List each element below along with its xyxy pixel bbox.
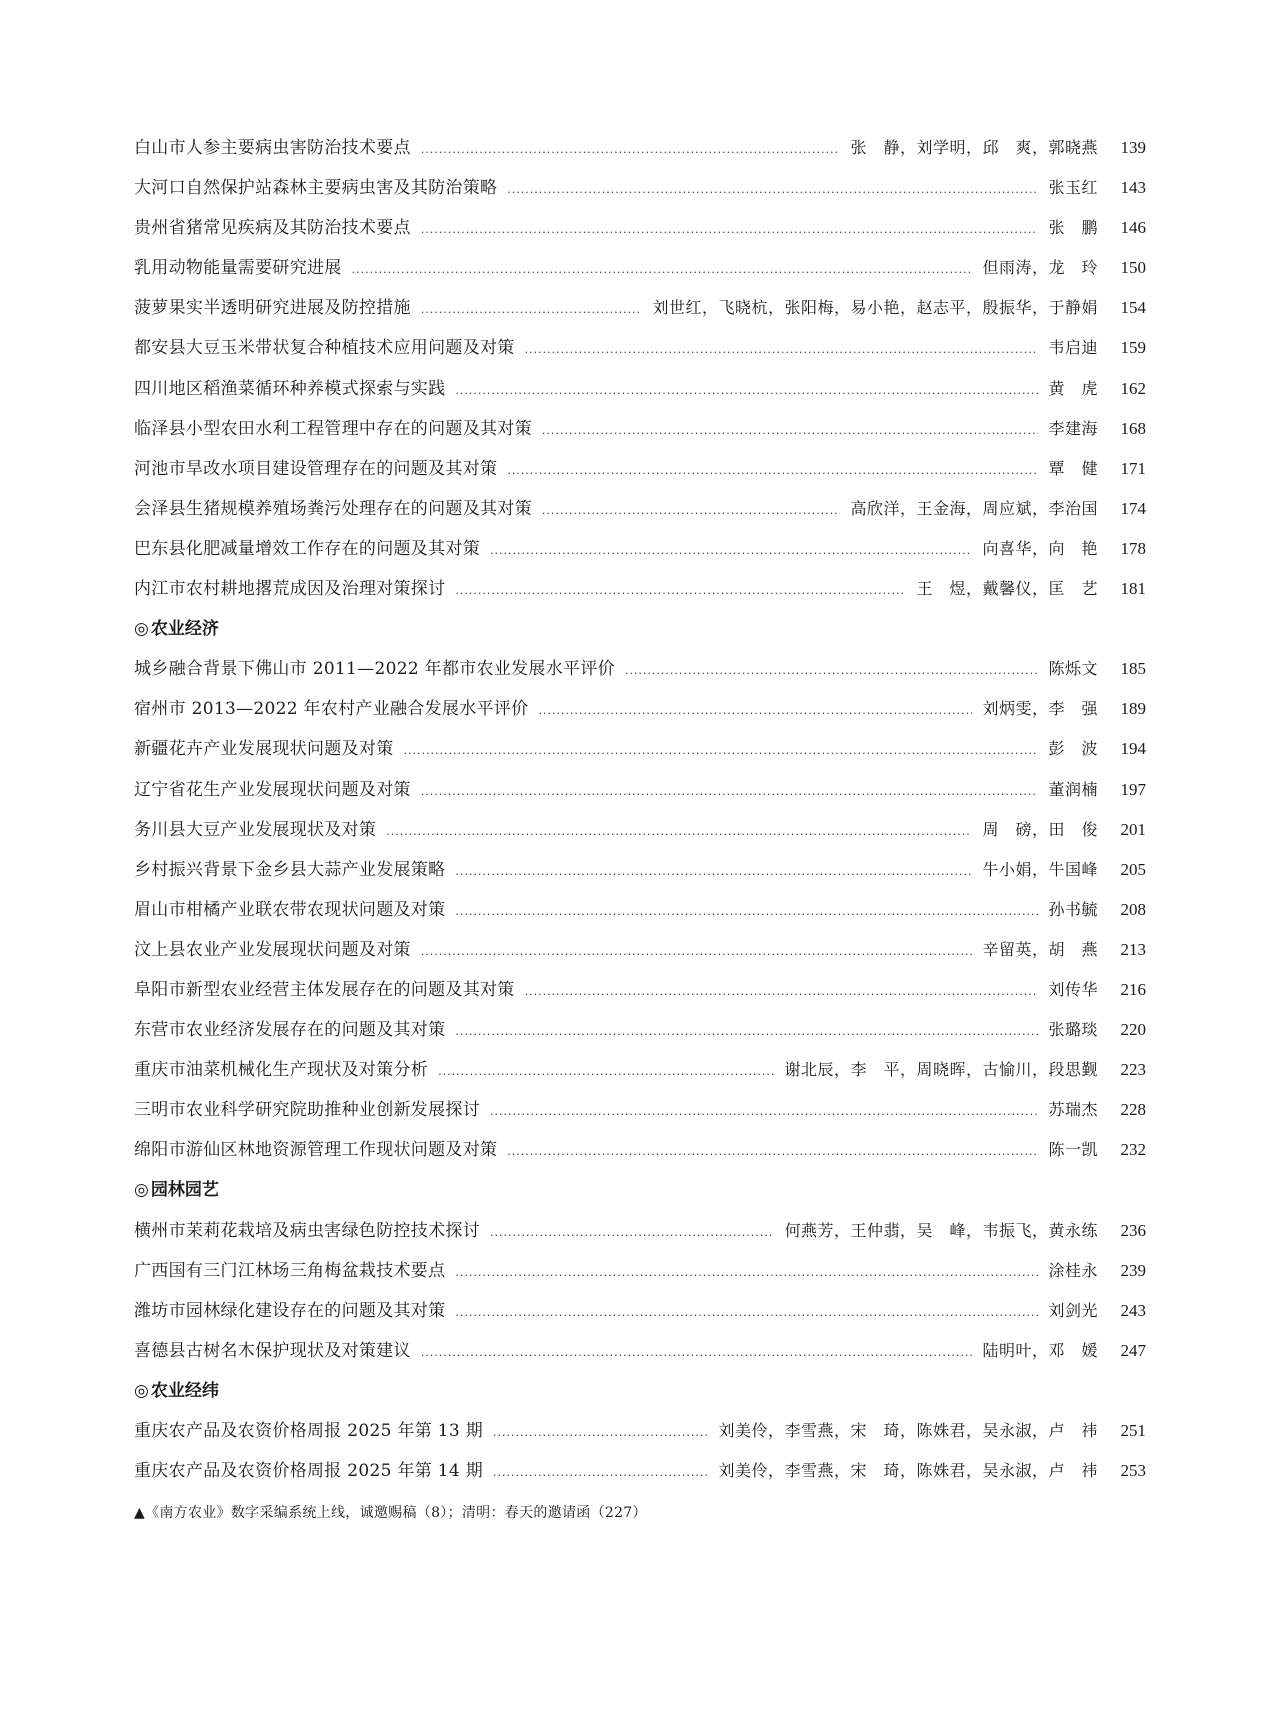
entry-page-number: 201 bbox=[1120, 819, 1146, 839]
entry-title[interactable]: 东营市农业经济发展存在的问题及其对策 bbox=[134, 1020, 446, 1041]
entry-authors: 刘剑光 bbox=[1048, 1300, 1098, 1320]
entry-title[interactable]: 辽宁省花生产业发展现状问题及对策 bbox=[134, 779, 411, 800]
toc-entry[interactable] bbox=[134, 489, 1146, 529]
entry-authors: 陆明叶，邓 媛 bbox=[982, 1340, 1098, 1360]
entry-title[interactable]: 大河口自然保护站森林主要病虫害及其防治策略 bbox=[134, 178, 498, 199]
entry-page-number: 162 bbox=[1120, 378, 1146, 398]
entry-page-number: 232 bbox=[1120, 1140, 1146, 1160]
entry-page-number: 228 bbox=[1120, 1100, 1146, 1120]
toc-entry[interactable] bbox=[134, 1211, 1146, 1251]
toc-entry[interactable] bbox=[134, 128, 1146, 168]
entry-authors: 周 磅，田 俊 bbox=[982, 819, 1098, 839]
entry-authors: 刘美伶，李雪燕，宋 琦，陈姝君，吴永淑，卢 祎 bbox=[718, 1421, 1098, 1440]
entry-authors: 陈一凯 bbox=[1048, 1140, 1098, 1160]
entry-page-number: 181 bbox=[1120, 579, 1146, 599]
entry-page-number: 197 bbox=[1120, 779, 1146, 799]
toc-entry[interactable] bbox=[134, 850, 1146, 890]
entry-page-number: 146 bbox=[1120, 218, 1146, 238]
toc-entry[interactable] bbox=[134, 810, 1146, 850]
entry-title[interactable]: 乡村振兴背景下金乡县大蒜产业发展策略 bbox=[134, 859, 446, 880]
entry-page-number: 139 bbox=[1120, 138, 1146, 157]
entry-title[interactable]: 河池市旱改水项目建设管理存在的问题及其对策 bbox=[134, 458, 498, 479]
toc-entry[interactable] bbox=[134, 168, 1146, 208]
toc-entry[interactable] bbox=[134, 1291, 1146, 1331]
entry-title[interactable]: 重庆农产品及农资价格周报 2025 年第 13 期 bbox=[134, 1421, 484, 1441]
dot-leader bbox=[542, 491, 841, 531]
entry-title[interactable]: 务川县大豆产业发展现状及对策 bbox=[134, 819, 377, 840]
entry-title[interactable]: 临泽县小型农田水利工程管理中存在的问题及其对策 bbox=[134, 418, 532, 439]
dot-leader bbox=[507, 1132, 1038, 1172]
entry-title[interactable]: 巴东县化肥减量增效工作存在的问题及其对策 bbox=[134, 538, 480, 559]
entry-authors: 董润楠 bbox=[1048, 779, 1098, 799]
dot-leader bbox=[490, 1213, 774, 1253]
dot-leader bbox=[525, 972, 1039, 1012]
entry-page-number: 178 bbox=[1120, 538, 1146, 558]
entry-title[interactable]: 重庆市油菜机械化生产现状及对策分析 bbox=[134, 1060, 429, 1081]
entry-page-number: 243 bbox=[1120, 1300, 1146, 1320]
entry-title[interactable]: 广西国有三门江林场三角梅盆栽技术要点 bbox=[134, 1260, 446, 1281]
table-of-contents bbox=[134, 128, 1146, 1491]
entry-title[interactable]: 城乡融合背景下佛山市 2011—2022 年都市农业发展水平评价 bbox=[134, 659, 615, 680]
entry-authors: 孙书毓 bbox=[1048, 899, 1098, 919]
dot-leader bbox=[421, 932, 973, 972]
entry-authors: 张 静，刘学明，邱 爽，郭晓燕 bbox=[850, 138, 1098, 157]
entry-page-number: 251 bbox=[1120, 1421, 1146, 1440]
toc-entry[interactable] bbox=[134, 1010, 1146, 1050]
entry-title[interactable]: 横州市茉莉花栽培及病虫害绿色防控技术探讨 bbox=[134, 1220, 480, 1241]
toc-entry[interactable] bbox=[134, 1451, 1146, 1491]
entry-authors: 苏瑞杰 bbox=[1048, 1100, 1098, 1120]
entry-title[interactable]: 宿州市 2013—2022 年农村产业融合发展水平评价 bbox=[134, 699, 529, 720]
dot-leader bbox=[455, 892, 1038, 932]
entry-title[interactable]: 四川地区稻渔菜循环种养模式探索与实践 bbox=[134, 378, 446, 399]
dot-leader bbox=[421, 130, 841, 170]
entry-title[interactable]: 新疆花卉产业发展现状问题及对策 bbox=[134, 739, 394, 760]
entry-authors: 谢北辰，李 平，周晓晖，古愉川，段思觐 bbox=[784, 1060, 1098, 1080]
entry-authors: 王 煜，戴馨仪，匡 艺 bbox=[916, 579, 1098, 599]
entry-title[interactable]: 阜阳市新型农业经营主体发展存在的问题及其对策 bbox=[134, 979, 515, 1000]
entry-title[interactable]: 乳用动物能量需要研究进展 bbox=[134, 258, 342, 279]
entry-authors: 张玉红 bbox=[1048, 178, 1098, 198]
entry-authors: 但雨涛，龙 玲 bbox=[982, 258, 1098, 278]
entry-authors: 涂桂永 bbox=[1048, 1260, 1098, 1280]
toc-entry[interactable] bbox=[134, 1251, 1146, 1291]
toc-entry[interactable] bbox=[134, 1331, 1146, 1371]
entry-title[interactable]: 重庆农产品及农资价格周报 2025 年第 14 期 bbox=[134, 1461, 484, 1482]
entry-title[interactable]: 菠萝果实半透明研究进展及防控措施 bbox=[134, 298, 411, 319]
section-heading bbox=[134, 1371, 1146, 1411]
dot-leader bbox=[455, 371, 1038, 411]
entry-authors: 刘世红，飞晓杭，张阳梅，易小艳，赵志平，殷振华，于静娟 bbox=[652, 298, 1098, 318]
toc-entry[interactable] bbox=[134, 1130, 1146, 1170]
section-heading bbox=[134, 609, 1146, 649]
section-mark: ◎ bbox=[134, 1180, 149, 1201]
entry-title[interactable]: 喜德县古树名木保护现状及对策建议 bbox=[134, 1340, 411, 1361]
entry-authors: 何燕芳，王仲翡，吴 峰，韦振飞，黄永练 bbox=[784, 1220, 1098, 1240]
section-mark: ◎ bbox=[134, 619, 149, 640]
entry-page-number: 174 bbox=[1120, 498, 1146, 518]
entry-title[interactable]: 贵州省猪常见疾病及其防治技术要点 bbox=[134, 218, 411, 239]
dot-leader bbox=[493, 1413, 708, 1453]
dot-leader bbox=[493, 1453, 708, 1493]
entry-page-number: 216 bbox=[1120, 979, 1146, 999]
dot-leader bbox=[542, 411, 1039, 451]
toc-entry[interactable] bbox=[134, 970, 1146, 1010]
dot-leader bbox=[404, 731, 1039, 771]
dot-leader bbox=[455, 852, 972, 892]
entry-page-number: 253 bbox=[1120, 1461, 1146, 1481]
dot-leader bbox=[525, 330, 1039, 370]
toc-entry[interactable] bbox=[134, 770, 1146, 810]
entry-authors: 黄 虎 bbox=[1048, 378, 1098, 398]
footnote: ▲《南方农业》数字采编系统上线，诚邀赐稿（8）；清明：春天的邀请函（227） bbox=[134, 1505, 647, 1521]
dot-leader bbox=[421, 1333, 973, 1373]
entry-page-number: 213 bbox=[1120, 939, 1146, 959]
dot-leader bbox=[352, 250, 973, 290]
entry-page-number: 205 bbox=[1120, 859, 1146, 879]
entry-authors: 李建海 bbox=[1048, 418, 1098, 438]
dot-leader bbox=[455, 1293, 1038, 1333]
toc-entry[interactable] bbox=[134, 248, 1146, 288]
toc-entry[interactable] bbox=[134, 328, 1146, 368]
entry-page-number: 223 bbox=[1120, 1060, 1146, 1080]
dot-leader bbox=[386, 812, 972, 852]
entry-authors: 张 鹏 bbox=[1048, 218, 1098, 238]
entry-title[interactable]: 眉山市柑橘产业联农带农现状问题及对策 bbox=[134, 899, 446, 920]
entry-title[interactable]: 汶上县农业产业发展现状问题及对策 bbox=[134, 939, 411, 960]
entry-page-number: 143 bbox=[1120, 178, 1146, 198]
toc-entry[interactable] bbox=[134, 1050, 1146, 1090]
dot-leader bbox=[490, 531, 972, 571]
toc-entry[interactable] bbox=[134, 569, 1146, 609]
dot-leader bbox=[438, 1052, 774, 1092]
toc-entry[interactable] bbox=[134, 369, 1146, 409]
entry-title[interactable]: 三明市农业科学研究院助推种业创新发展探讨 bbox=[134, 1100, 480, 1121]
toc-entry[interactable] bbox=[134, 449, 1146, 489]
dot-leader bbox=[490, 1092, 1038, 1132]
section-heading bbox=[134, 1170, 1146, 1210]
entry-page-number: 239 bbox=[1120, 1260, 1146, 1280]
entry-title[interactable]: 内江市农村耕地撂荒成因及治理对策探讨 bbox=[134, 579, 446, 600]
entry-authors: 牛小娟，牛国峰 bbox=[982, 859, 1098, 879]
section-title: 园林园艺 bbox=[150, 1180, 219, 1201]
toc-entry[interactable] bbox=[134, 208, 1146, 248]
entry-authors: 高欣洋，王金海，周应斌，李治国 bbox=[850, 498, 1098, 518]
dot-leader bbox=[455, 1253, 1038, 1293]
entry-title[interactable]: 潍坊市园林绿化建设存在的问题及其对策 bbox=[134, 1300, 446, 1321]
entry-page-number: 185 bbox=[1120, 659, 1146, 679]
entry-page-number: 247 bbox=[1120, 1340, 1146, 1360]
entry-page-number: 189 bbox=[1120, 699, 1146, 719]
entry-authors: 覃 健 bbox=[1048, 458, 1098, 478]
entry-authors: 刘炳雯，李 强 bbox=[982, 699, 1098, 719]
entry-title[interactable]: 会泽县生猪规模养殖场粪污处理存在的问题及其对策 bbox=[134, 498, 532, 519]
entry-page-number: 159 bbox=[1120, 338, 1146, 358]
entry-authors: 陈烁文 bbox=[1048, 659, 1098, 679]
entry-authors: 韦启迪 bbox=[1048, 338, 1098, 358]
entry-page-number: 150 bbox=[1120, 258, 1146, 278]
entry-title[interactable]: 绵阳市游仙区林地资源管理工作现状问题及对策 bbox=[134, 1140, 498, 1161]
toc-entry[interactable] bbox=[134, 729, 1146, 769]
entry-authors: 辛留英，胡 燕 bbox=[982, 939, 1098, 959]
toc-entry[interactable] bbox=[134, 1411, 1146, 1451]
toc-entry[interactable] bbox=[134, 649, 1146, 689]
entry-page-number: 236 bbox=[1120, 1220, 1146, 1240]
dot-leader bbox=[538, 691, 972, 731]
dot-leader bbox=[507, 170, 1038, 210]
dot-leader bbox=[421, 290, 643, 330]
entry-title[interactable]: 都安县大豆玉米带状复合种植技术应用问题及对策 bbox=[134, 338, 515, 359]
entry-title[interactable]: 白山市人参主要病虫害防治技术要点 bbox=[134, 138, 411, 158]
toc-entry[interactable] bbox=[134, 890, 1146, 930]
toc-entry[interactable] bbox=[134, 529, 1146, 569]
entry-authors: 刘传华 bbox=[1048, 979, 1098, 999]
toc-entry[interactable] bbox=[134, 288, 1146, 328]
entry-authors: 彭 波 bbox=[1048, 739, 1098, 759]
entry-page-number: 208 bbox=[1120, 899, 1146, 919]
entry-authors: 张璐琰 bbox=[1048, 1020, 1098, 1040]
entry-page-number: 168 bbox=[1120, 418, 1146, 438]
section-mark: ◎ bbox=[134, 1380, 149, 1401]
dot-leader bbox=[625, 651, 1039, 691]
dot-leader bbox=[507, 451, 1038, 491]
section-title: 农业经济 bbox=[150, 619, 219, 640]
dot-leader bbox=[421, 210, 1039, 250]
toc-entry[interactable] bbox=[134, 689, 1146, 729]
section-title: 农业经纬 bbox=[150, 1380, 219, 1401]
toc-entry[interactable] bbox=[134, 409, 1146, 449]
dot-leader bbox=[421, 772, 1039, 812]
entry-page-number: 220 bbox=[1120, 1020, 1146, 1040]
entry-page-number: 171 bbox=[1120, 458, 1146, 478]
dot-leader bbox=[455, 571, 906, 611]
entry-page-number: 154 bbox=[1120, 298, 1146, 318]
entry-authors: 向喜华，向 艳 bbox=[982, 538, 1098, 558]
toc-entry[interactable] bbox=[134, 1090, 1146, 1130]
dot-leader bbox=[455, 1012, 1038, 1052]
entry-page-number: 194 bbox=[1120, 739, 1146, 759]
entry-authors: 刘美伶，李雪燕，宋 琦，陈姝君，吴永淑，卢 祎 bbox=[718, 1461, 1098, 1481]
toc-entry[interactable] bbox=[134, 930, 1146, 970]
